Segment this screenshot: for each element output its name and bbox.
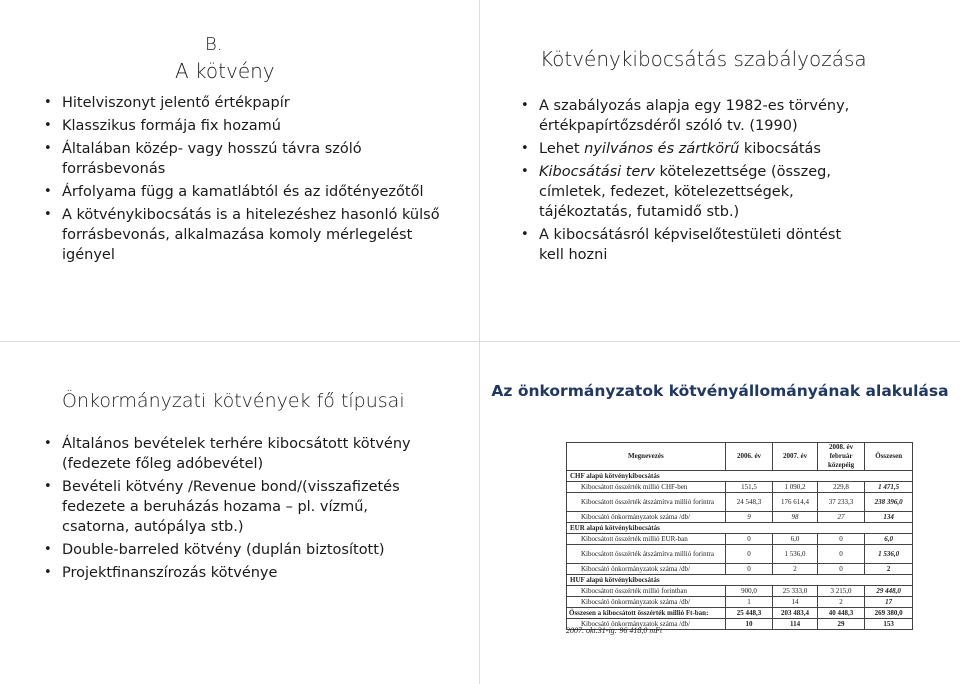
italic-text: Kibocsátási terv — [539, 164, 655, 180]
text-run: kötelezettsége (összeg, címletek, fedezet, kötelezettségek, tájékoztatás, futamidő stb.) — [539, 164, 831, 220]
section-label: CHF alapú kötvénykibocsátás — [567, 471, 913, 482]
slide-szabalyozas — [480, 0, 960, 341]
section-label: HUF alapú kötvénykibocsátás — [567, 575, 913, 586]
table-total-row — [567, 608, 913, 619]
list-item: • A kötvénykibocsátás is a hitelezéshez hasonló külső forrásbevonás, alkalmazása komoly mérlegelést igényel — [44, 205, 444, 265]
row-label: Kibocsátó önkormányzatok száma /db/ — [567, 564, 726, 575]
list-item: • A szabályozás alapja egy 1982-es törvény, értékpapírtőzsdéről szóló tv. (1990) — [521, 96, 861, 136]
row-label: Kibocsátott összérték millió forintban — [567, 586, 726, 597]
slide-title: Kötvénykibocsátás szabályozása — [540, 47, 867, 71]
section-row — [567, 575, 913, 586]
header-cell: 2006. év — [725, 443, 773, 471]
table-cell: 1 — [725, 597, 773, 608]
list-item — [521, 162, 861, 222]
slide-title: A kötvény — [175, 59, 275, 83]
table-row — [567, 482, 913, 493]
table-cell: 1 471,5 — [865, 482, 913, 493]
table-cell: 229,8 — [817, 482, 865, 493]
table-cell: 27 — [817, 512, 865, 523]
table-cell: 900,0 — [725, 586, 773, 597]
table-cell: 203 483,4 — [773, 608, 817, 619]
bullet-list — [44, 93, 444, 268]
table-cell: 24 548,3 — [725, 493, 773, 512]
table-cell: 0 — [725, 564, 773, 575]
row-label: Kibocsátott összérték átszámítva millió forintra — [567, 545, 726, 564]
table-cell: 29 448,0 — [865, 586, 913, 597]
list-item: • Double-barreled kötvény (duplán biztosított) — [44, 540, 434, 560]
list-item: • Árfolyama függ a kamatlábtól és az időtényezőtől — [44, 182, 444, 202]
table-cell: 6,0 — [865, 534, 913, 545]
text-run: Lehet — [539, 141, 585, 157]
italic-text: nyilvános és zártkörű — [584, 141, 740, 157]
list-item: • Bevételi kötvény /Revenue bond/(visszafizetés fedezete a beruházás hozama – pl. vízmű, csatorna, autópálya stb.) — [44, 477, 434, 537]
table-row — [567, 493, 913, 512]
slide-label: B. — [205, 34, 223, 55]
table-cell: 98 — [773, 512, 817, 523]
list-item: • Általában közép- vagy hosszú távra szóló forrásbevonás — [44, 139, 444, 179]
table-cell: 0 — [817, 545, 865, 564]
table-cell: 2 — [817, 597, 865, 608]
list-item: • Hitelviszonyt jelentő értékpapír — [44, 93, 444, 113]
table-cell: 176 614,4 — [773, 493, 817, 512]
bullet-list — [521, 96, 861, 268]
table-cell: 1 536,0 — [773, 545, 817, 564]
row-label: Kibocsátó önkormányzatok száma /db/ — [567, 597, 726, 608]
table-cell: 6,0 — [773, 534, 817, 545]
bond-stock-table — [566, 442, 913, 630]
table-cell: 40 448,3 — [817, 608, 865, 619]
table-cell: 1 090,2 — [773, 482, 817, 493]
table-row — [567, 512, 913, 523]
table-row — [567, 586, 913, 597]
slide-kotveny-tipusok — [0, 342, 479, 684]
table-footnote: 2007. okt.31-ig: 96 418,0 mFt — [566, 626, 663, 635]
row-label: Összesen a kibocsátott összérték millió Ft-ban: — [567, 608, 726, 619]
table-cell: 0 — [817, 534, 865, 545]
table-cell: 14 — [773, 597, 817, 608]
header-cell: Összesen — [865, 443, 913, 471]
list-item: • Általános bevételek terhére kibocsátott kötvény (fedezete főleg adóbevétel) — [44, 434, 434, 474]
table-row — [567, 597, 913, 608]
header-cell: 2008. év február közepéig — [817, 443, 865, 471]
section-label: EUR alapú kötvénykibocsátás — [567, 523, 913, 534]
table-cell: 0 — [725, 534, 773, 545]
table-cell: 0 — [817, 564, 865, 575]
table-cell: 238 396,0 — [865, 493, 913, 512]
table-cell: 3 215,0 — [817, 586, 865, 597]
text-run: kibocsátás — [739, 141, 821, 157]
table-cell: 37 233,3 — [817, 493, 865, 512]
table-cell: 10 — [725, 619, 773, 630]
table-row — [567, 564, 913, 575]
table-row — [567, 545, 913, 564]
table-row — [567, 534, 913, 545]
table-header-row — [567, 443, 913, 471]
table-cell: 1 536,0 — [865, 545, 913, 564]
table-cell: 0 — [725, 545, 773, 564]
slide-kotveny — [0, 0, 479, 341]
table-cell: 25 333,0 — [773, 586, 817, 597]
row-label: Kibocsátó önkormányzatok száma /db/ — [567, 512, 726, 523]
table-cell: 9 — [725, 512, 773, 523]
slide-title: Önkormányzati kötvények fő típusai — [62, 390, 405, 412]
table-cell: 29 — [817, 619, 865, 630]
list-item: • A kibocsátásról képviselőtestületi döntést kell hozni — [521, 225, 861, 265]
header-cell: 2007. év — [773, 443, 817, 471]
slide-kotvenyallomany — [480, 342, 960, 684]
table-cell: 25 448,3 — [725, 608, 773, 619]
table-container — [566, 442, 916, 630]
bullet-list — [44, 434, 434, 586]
section-row — [567, 471, 913, 482]
slide-title: Az önkormányzatok kötvényállományának alakulása — [491, 382, 949, 400]
table-cell: 269 380,0 — [865, 608, 913, 619]
table-cell: 2 — [773, 564, 817, 575]
table-cell: 114 — [773, 619, 817, 630]
list-item: • Projektfinanszírozás kötvénye — [44, 563, 434, 583]
row-label: Kibocsátott összérték millió EUR-ban — [567, 534, 726, 545]
row-label: Kibocsátott összérték átszámítva millió forintra — [567, 493, 726, 512]
table-cell: 153 — [865, 619, 913, 630]
table-cell: 151,5 — [725, 482, 773, 493]
table-cell: 134 — [865, 512, 913, 523]
list-item — [521, 139, 861, 159]
header-cell: Megnevezés — [567, 443, 726, 471]
table-cell: 17 — [865, 597, 913, 608]
row-label: Kibocsátott összérték millió CHF-ben — [567, 482, 726, 493]
table-cell: 2 — [865, 564, 913, 575]
section-row — [567, 523, 913, 534]
row-label: Kibocsátó önkormányzatok száma /db/ — [567, 619, 726, 630]
list-item: • Klasszikus formája fix hozamú — [44, 116, 444, 136]
